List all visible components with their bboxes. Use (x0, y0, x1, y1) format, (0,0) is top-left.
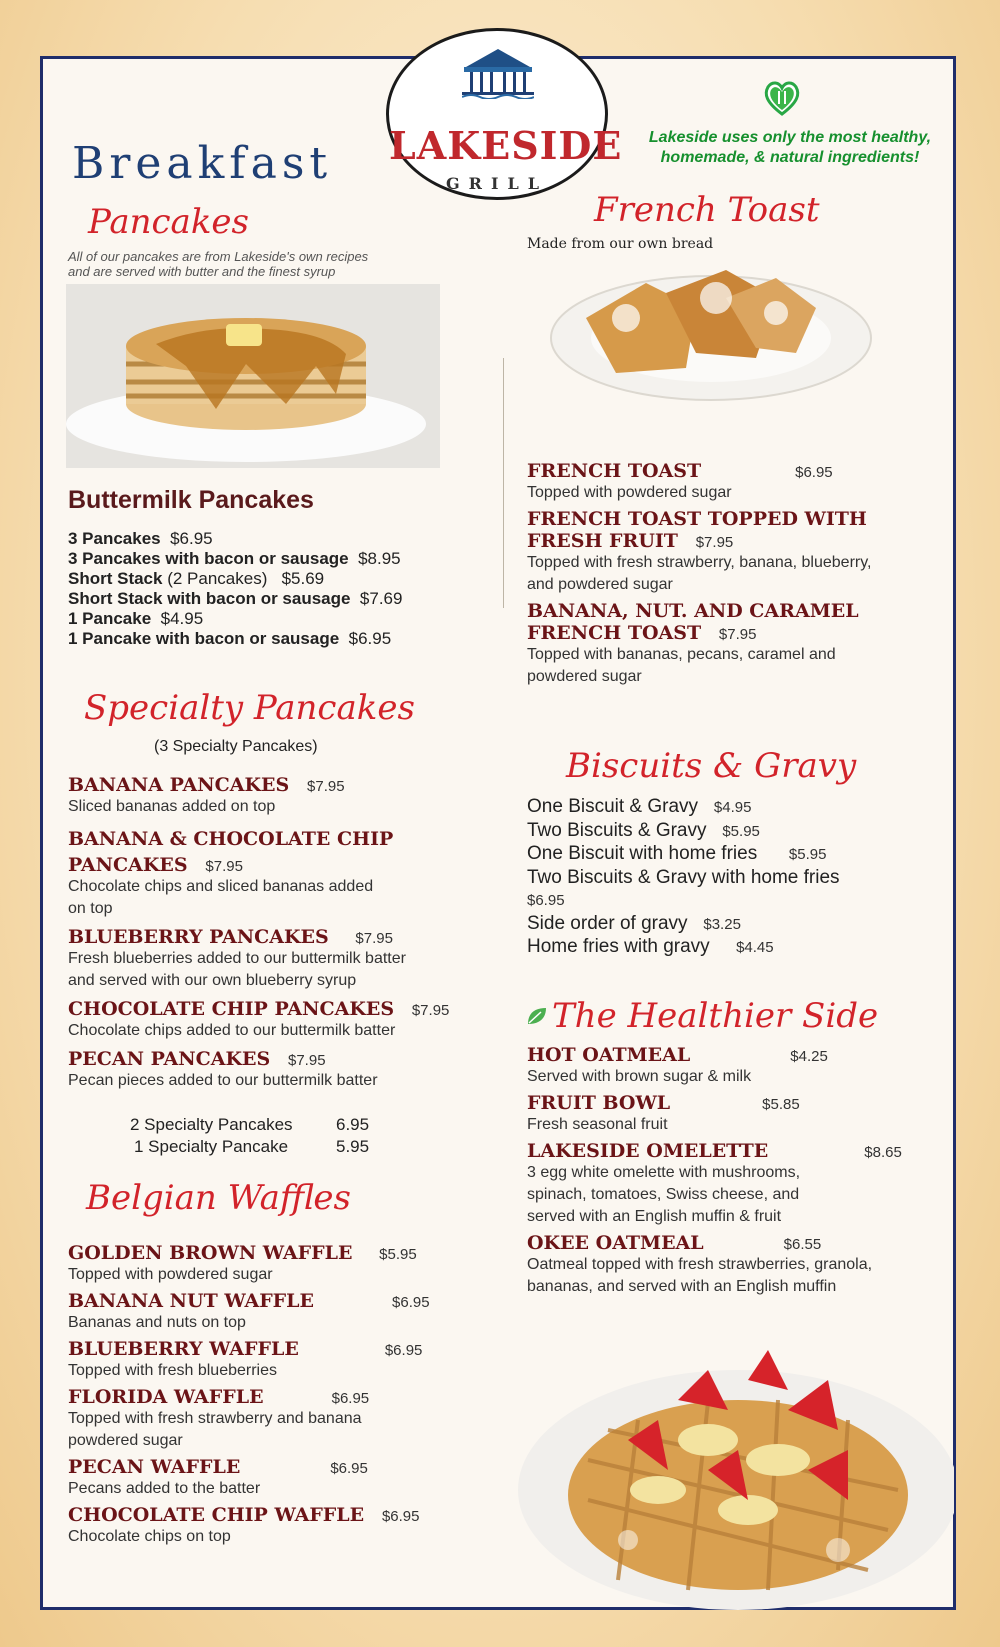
list-item: BANANA NUT WAFFLE $6.95 Bananas and nuts on top (68, 1290, 430, 1331)
list-item: One Biscuit & Gravy $4.95 (527, 796, 752, 817)
list-item: BANANA, NUT. AND CARAMEL FRENCH TOAST $7.95 Topped with bananas, pecans, caramel and powdered sugar (527, 600, 859, 685)
french-toast-heading: French Toast (594, 190, 820, 230)
list-item: 1 Pancake $4.95 (68, 609, 204, 628)
list-item: BANANA PANCAKES $7.95 Sliced bananas added on top (68, 774, 345, 815)
list-item: BANANA & CHOCOLATE CHIP PANCAKES $7.95 Chocolate chips and sliced bananas added on top (68, 828, 394, 917)
logo-lakeside-text: LAKESIDE (389, 123, 623, 168)
waffle-photo (508, 1340, 954, 1610)
list-item: GOLDEN BROWN WAFFLE $5.95 Topped with powdered sugar (68, 1242, 417, 1283)
specialty-list (68, 774, 498, 1092)
list-item: CHOCOLATE CHIP PANCAKES $7.95 Chocolate chips added to our buttermilk batter (68, 998, 450, 1039)
list-item: Two Biscuits & Gravy with home fries $6.95 (527, 866, 840, 909)
list-item: Side order of gravy $3.25 (527, 912, 741, 934)
list-item: Short Stack with bacon or sausage $7.69 (68, 589, 403, 608)
list-item: 1 Pancake with bacon or sausage $6.95 (68, 629, 392, 648)
list-item: HOT OATMEAL $4.25 Served with brown sugar & milk (527, 1044, 828, 1085)
specialty-options (130, 1114, 369, 1158)
waffles-list (68, 1242, 498, 1548)
biscuits-heading: Biscuits & Gravy (566, 746, 857, 786)
list-item: CHOCOLATE CHIP WAFFLE $6.95 Chocolate chips on top (68, 1504, 420, 1545)
column-divider (503, 358, 504, 608)
list-item: Home fries with gravy $4.45 (527, 936, 774, 957)
list-item: BLUEBERRY PANCAKES $7.95 Fresh blueberries added to our buttermilk batter and served with our own blueberry syrup (68, 926, 406, 989)
lakeside-grill-logo (386, 28, 623, 200)
list-item: 3 Pancakes with bacon or sausage $8.95 (68, 549, 401, 568)
list-item: LAKESIDE OMELETTE $8.65 3 egg white omelette with mushrooms, spinach, tomatoes, Swiss cheese, and served with an English muffin & fruit (527, 1140, 902, 1225)
specialty-subheading: (3 Specialty Pancakes) (154, 738, 318, 755)
healthy-ingredients-note (620, 128, 960, 168)
french-toast-photo (546, 258, 876, 408)
french-toast-list (527, 460, 947, 688)
list-item: FRUIT BOWL $5.85 Fresh seasonal fruit (527, 1092, 800, 1133)
list-item: PECAN PANCAKES $7.95 Pecan pieces added to our buttermilk batter (68, 1048, 378, 1089)
pancakes-heading: Pancakes (88, 202, 250, 242)
page-title: Breakfast (72, 138, 333, 189)
logo-grill-text: GRILL (446, 174, 548, 193)
leaf-icon (526, 1006, 548, 1026)
list-item: 3 Pancakes $6.95 (68, 529, 213, 548)
list-item: One Biscuit with home fries $5.95 (527, 843, 827, 864)
healthy-line-2: homemade, & natural ingredients! (660, 149, 920, 166)
list-item: PECAN WAFFLE $6.95 Pecans added to the batter (68, 1456, 368, 1497)
list-item: Two Biscuits & Gravy $5.95 (527, 819, 760, 841)
buttermilk-heading: Buttermilk Pancakes (68, 486, 314, 514)
list-item: FRENCH TOAST TOPPED WITH FRESH FRUIT $7.95 Topped with fresh strawberry, banana, blueberry, and powdered sugar (527, 508, 872, 593)
list-item: FLORIDA WAFFLE $6.95 Topped with fresh strawberry and banana powdered sugar (68, 1386, 370, 1449)
healthy-heart-icon (762, 78, 802, 118)
buttermilk-list (68, 529, 402, 649)
healthier-list (527, 1044, 947, 1298)
pancakes-note-line-1: All of our pancakes are from Lakeside's own recipes (68, 249, 369, 264)
waffles-heading: Belgian Waffles (86, 1178, 351, 1218)
list-item: 2 Specialty Pancakes 6.95 (130, 1115, 370, 1134)
list-item: 1 Specialty Pancake 5.95 (134, 1137, 370, 1156)
list-item: BLUEBERRY WAFFLE $6.95 Topped with fresh blueberries (68, 1338, 423, 1379)
biscuits-list (527, 796, 927, 960)
list-item: FRENCH TOAST $6.95 Topped with powdered sugar (527, 460, 833, 501)
gazebo-icon (462, 47, 534, 99)
french-toast-note: Made from our own bread (527, 236, 714, 252)
list-item: OKEE OATMEAL $6.55 Oatmeal topped with fresh strawberries, granola, bananas, and served with an English muffin (527, 1232, 873, 1295)
healthy-line-1: Lakeside uses only the most healthy, (648, 129, 932, 146)
pancake-stack-photo (66, 284, 440, 468)
specialty-heading: Specialty Pancakes (84, 688, 415, 728)
list-item: Short Stack (2 Pancakes) $5.69 (68, 569, 325, 588)
pancakes-note (68, 249, 368, 279)
pancakes-note-line-2: and are served with butter and the finest syrup (68, 264, 336, 279)
healthier-heading: The Healthier Side (552, 996, 879, 1036)
